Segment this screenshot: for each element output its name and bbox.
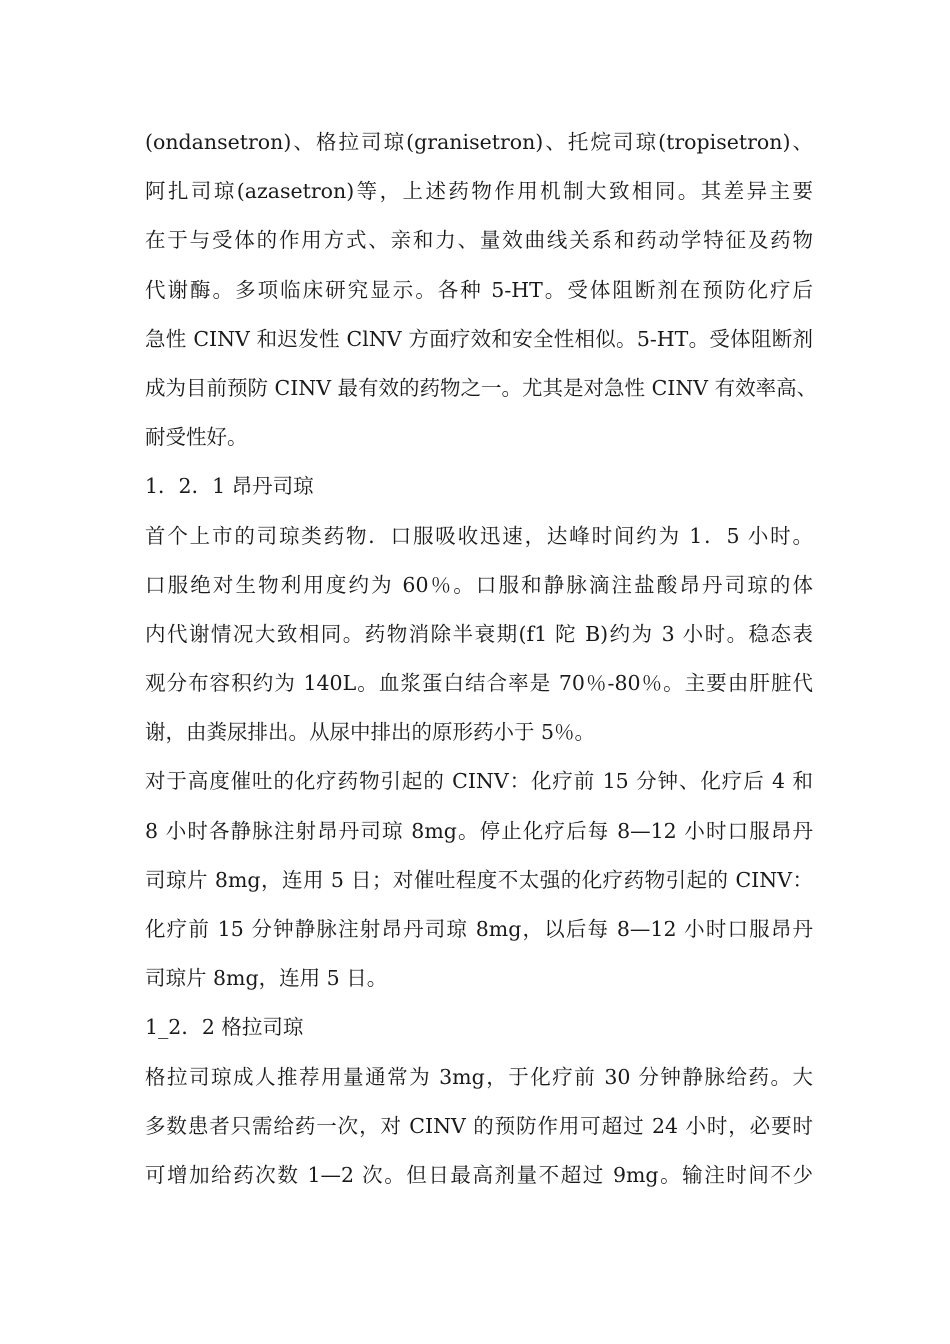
paragraph-5ht3-overview (145, 118, 818, 462)
text-line: 成为目前预防 CINV 最有效的药物之一。尤其是对急性 CINV 有效率高、 (145, 375, 818, 400)
paragraph-granisetron-dosage (145, 1053, 813, 1201)
heading-line: 1_2．2 格拉司琼 (145, 1015, 304, 1040)
document-body (145, 118, 818, 1200)
section-heading-ondansetron (145, 462, 813, 511)
text-line: 观分布容积约为 140L。血浆蛋白结合率是 70％-80％。主要由肝脏代 (145, 671, 813, 696)
text-line: 司琼片 8mg，连用 5 日；对催吐程度不太强的化疗药物引起的 CINV： (145, 867, 813, 892)
text-line: 多数患者只需给药一次，对 CINV 的预防作用可超过 24 小时，必要时 (145, 1113, 813, 1138)
heading-line: 1．2．1 昂丹司琼 (145, 474, 314, 499)
paragraph-ondansetron-dosage (145, 757, 813, 1003)
text-line: 对于高度催吐的化疗药物引起的 CINV：化疗前 15 分钟、化疗后 4 和 (145, 769, 813, 794)
text-line: 在于与受体的作用方式、亲和力、量效曲线关系和药动学特征及药物 (145, 228, 813, 253)
text-line: 格拉司琼成人推荐用量通常为 3mg，于化疗前 30 分钟静脉给药。大 (145, 1064, 813, 1089)
text-line: 耐受性好。 (145, 425, 248, 450)
text-line: 谢，由粪尿排出。从尿中排出的原形药小于 5％。 (145, 720, 596, 745)
paragraph-ondansetron-pharmacokinetics (145, 512, 813, 758)
text-line: 首个上市的司琼类药物．口服吸收迅速，达峰时间约为 1．5 小时。 (145, 523, 813, 548)
text-line: 内代谢情况大致相同。药物消除半衰期(f1 陀 B)约为 3 小时。稳态表 (145, 621, 813, 646)
section-heading-granisetron (145, 1003, 813, 1052)
text-line: 化疗前 15 分钟静脉注射昂丹司琼 8mg，以后每 8—12 小时口服昂丹 (145, 917, 813, 941)
text-line: 8 小时各静脉注射昂丹司琼 8mg。停止化疗后每 8—12 小时口服昂丹 (145, 818, 813, 843)
text-line: 阿扎司琼(azasetron)等，上述药物作用机制大致相同。其差异主要 (145, 179, 813, 204)
text-line: 口服绝对生物利用度约为 60％。口服和静脉滴注盐酸昂丹司琼的体 (145, 572, 813, 597)
text-line: 司琼片 8mg，连用 5 日。 (145, 966, 388, 991)
text-line: 可增加给药次数 1—2 次。但日最高剂量不超过 9mg。输注时间不少 (145, 1162, 813, 1187)
text-line: (ondansetron)、格拉司琼(granisetron)、托烷司琼(tropisetron)、 (145, 130, 813, 154)
text-line: 代谢酶。多项临床研究显示。各种 5-HT。受体阻断剂在预防化疗后 (145, 277, 813, 302)
text-line: 急性 CINV 和迟发性 ClNV 方面疗效和安全性相似。5-HT。受体阻断剂 (145, 326, 813, 351)
